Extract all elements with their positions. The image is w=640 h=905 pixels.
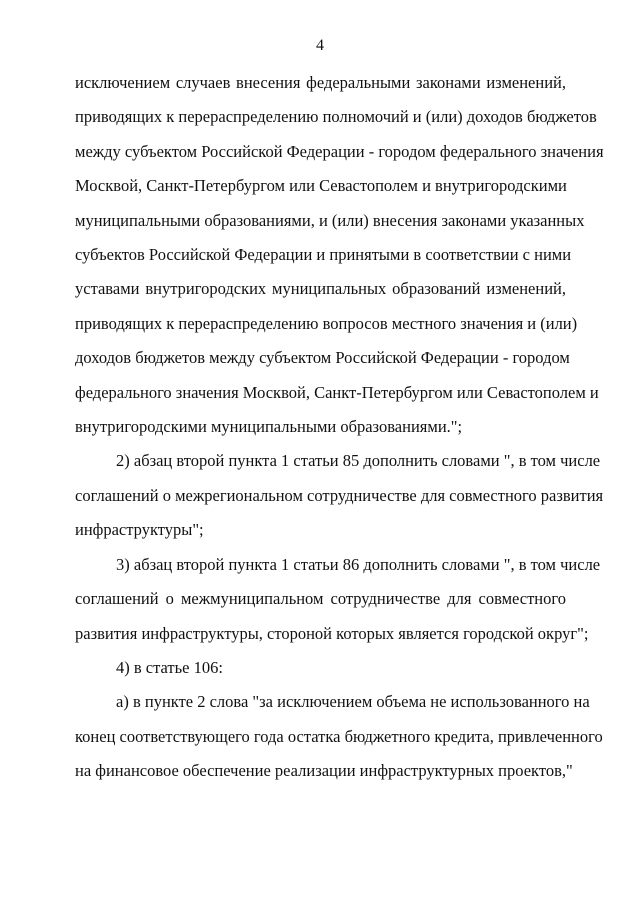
text-line: 3) абзац второй пункта 1 статьи 86 дополнить словами ", в том числе: [116, 554, 601, 574]
text-line: 4) в статье 106:: [116, 657, 223, 677]
text-line: развития инфраструктуры, стороной которых является городской округ";: [75, 623, 589, 643]
text-line: соглашений о межрегиональном сотрудничестве для совместного развития: [75, 485, 604, 505]
text-line: инфраструктуры";: [75, 520, 204, 540]
paragraph-item-4a: [75, 685, 603, 788]
text-line: на финансовое обеспечение реализации инфраструктурных проектов,": [75, 761, 573, 781]
paragraph-item-4: [75, 651, 566, 685]
text-line: приводящих к перераспределению вопросов местного значения и (или): [75, 313, 578, 333]
text-line: уставами внутригородских муниципальных образований изменений,: [75, 279, 566, 299]
text-line: субъектов Российской Федерации и принятыми в соответствии с ними: [75, 245, 572, 265]
text-line: исключением случаев внесения федеральными законами изменений,: [75, 73, 566, 92]
paragraph-item-3: [75, 548, 601, 651]
text-line: Москвой, Санкт-Петербургом или Севастополем и внутригородскими: [75, 176, 567, 196]
text-line: 2) абзац второй пункта 1 статьи 85 дополнить словами ", в том числе: [116, 451, 601, 471]
text-line: федерального значения Москвой, Санкт-Петербургом или Севастополем и: [75, 382, 599, 402]
text-line: приводящих к перераспределению полномочий и (или) доходов бюджетов: [75, 107, 597, 127]
text-line: а) в пункте 2 слова "за исключением объема не использованного на: [116, 692, 590, 712]
paragraph-item-2: [75, 444, 604, 547]
document-body: [75, 66, 604, 789]
text-line: внутригородскими муниципальными образованиями.";: [75, 417, 463, 437]
text-line: конец соответствующего года остатка бюджетного кредита, привлеченного: [75, 726, 603, 746]
text-line: доходов бюджетов между субъектом Российской Федерации - городом: [75, 348, 570, 368]
text-line: соглашений о межмуниципальном сотрудничестве для совместного: [75, 589, 566, 609]
paragraph-continuation: [75, 66, 604, 444]
page-number: 4: [316, 37, 324, 54]
text-line: между субъектом Российской Федерации - городом федерального значения: [75, 141, 604, 161]
text-line: муниципальными образованиями, и (или) внесения законами указанных: [75, 210, 585, 230]
